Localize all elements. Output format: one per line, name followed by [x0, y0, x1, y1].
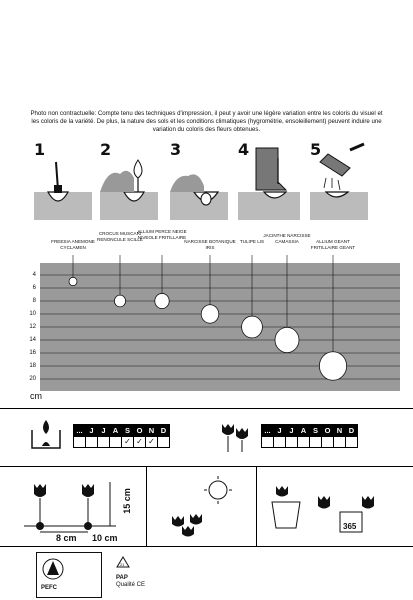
pefc-label: PEFC [41, 585, 58, 591]
step-number-2: 2 [100, 140, 112, 159]
depth-tick-14: 14 [29, 337, 36, 343]
depth-unit: cm [30, 391, 42, 401]
depth-tick-16: 16 [29, 350, 36, 356]
bulb-1 [69, 277, 77, 285]
divider-3 [146, 466, 147, 546]
bulb-3 [155, 293, 169, 308]
pot-tulip-calendar-illustration [262, 472, 402, 546]
planting-calendar-checks [74, 436, 170, 448]
month-7: D [345, 424, 358, 437]
month-1: J [273, 424, 286, 437]
step-number-1: 1 [34, 140, 46, 159]
depth-tick-6: 6 [32, 285, 36, 291]
bulb-6 [275, 327, 299, 352]
spacing-between: 10 cm [92, 533, 118, 543]
month-7: D [157, 424, 170, 437]
flowering-check-7 [345, 435, 358, 448]
plant-label-7: ALLIUM GEANT FRITILLAIRE GEANT [310, 239, 356, 250]
pefc-tree-icon [41, 557, 65, 581]
planting-check-7 [157, 435, 170, 448]
depth-tick-8: 8 [32, 298, 36, 304]
pot-and-calendar-section [262, 472, 402, 551]
planting-check-6: ✓ [145, 435, 158, 448]
month-0: ... [73, 424, 86, 437]
plant-label-2: CROCUS MUSCARI RENONCULE SCILLE [97, 231, 143, 242]
month-6: N [145, 424, 158, 437]
plant-label-5: TULIPE LIS [239, 239, 265, 244]
bulb-5 [242, 316, 263, 338]
depth-tick-20: 20 [29, 376, 36, 382]
step-number-4: 4 [238, 140, 250, 159]
month-2: J [97, 424, 110, 437]
bulb-7 [319, 352, 346, 381]
planting-check-5: ✓ [133, 435, 146, 448]
planting-depth-chart [0, 225, 413, 405]
month-5: O [321, 424, 334, 437]
divider-2 [0, 466, 413, 467]
month-3: A [109, 424, 122, 437]
bulb-4 [201, 305, 219, 323]
pap-label: PAP [116, 575, 128, 581]
sun-exposure-section [166, 474, 246, 543]
depth-lines [0, 225, 413, 405]
depth-tick-12: 12 [29, 324, 36, 330]
quality-ce: Qualité CE [116, 582, 146, 588]
pap-number: 21 [120, 562, 125, 567]
spacing-height: 15 cm [121, 488, 132, 514]
spacing-row: 8 cm [56, 533, 77, 543]
month-0: ... [261, 424, 274, 437]
depth-tick-18: 18 [29, 363, 36, 369]
depth-tick-10: 10 [29, 311, 36, 317]
planting-calendar-section [28, 418, 68, 459]
tulip-flower-icon [216, 418, 256, 454]
divider-4 [256, 466, 257, 546]
divider-1 [0, 408, 413, 409]
planting-steps [28, 140, 378, 220]
month-4: S [309, 424, 322, 437]
plant-label-1: FREESIA ANEMONE CYCLAMEN [51, 239, 95, 250]
plant-label-4: NARCISSE BOTANIQUE IRIS [184, 239, 236, 250]
spacing-section [20, 474, 144, 544]
pefc-logo [36, 552, 102, 598]
plant-label-6: JACINTHE NARCISSE CAMASSIA [263, 233, 311, 244]
divider-5 [0, 546, 413, 547]
planting-check-4: ✓ [121, 435, 134, 448]
month-1: J [85, 424, 98, 437]
calendar-badge: 365 [343, 522, 357, 531]
disclaimer-text: Photo non contractuelle: Compte tenu des techniques d'impression, il peut y avoir une légère variation entre les coloris du visuel et les coloris de la variété. De plus, la nature des sols et les conditions climatiques (hygrométrie, ensoleillement) peuvent induire une variation du coloris des fleurs obtenues. [30, 110, 383, 133]
step-number-5: 5 [310, 140, 322, 159]
pap-badge [116, 556, 130, 581]
planting-steps-illustration [28, 140, 378, 220]
plant-label-3: ALLIUM PERCE NEIGE NIVEOLE FRITILLAIRE [137, 229, 187, 240]
depth-tick-4: 4 [32, 272, 36, 278]
month-6: N [333, 424, 346, 437]
flowering-calendar-section [216, 418, 256, 459]
sun-icon [166, 474, 246, 538]
month-3: A [297, 424, 310, 437]
month-4: S [121, 424, 134, 437]
bulb-planting-icon [28, 418, 68, 454]
flowering-calendar-checks [262, 436, 358, 448]
bulb-2 [114, 295, 125, 307]
step-number-3: 3 [170, 140, 182, 159]
month-5: O [133, 424, 146, 437]
month-2: J [285, 424, 298, 437]
